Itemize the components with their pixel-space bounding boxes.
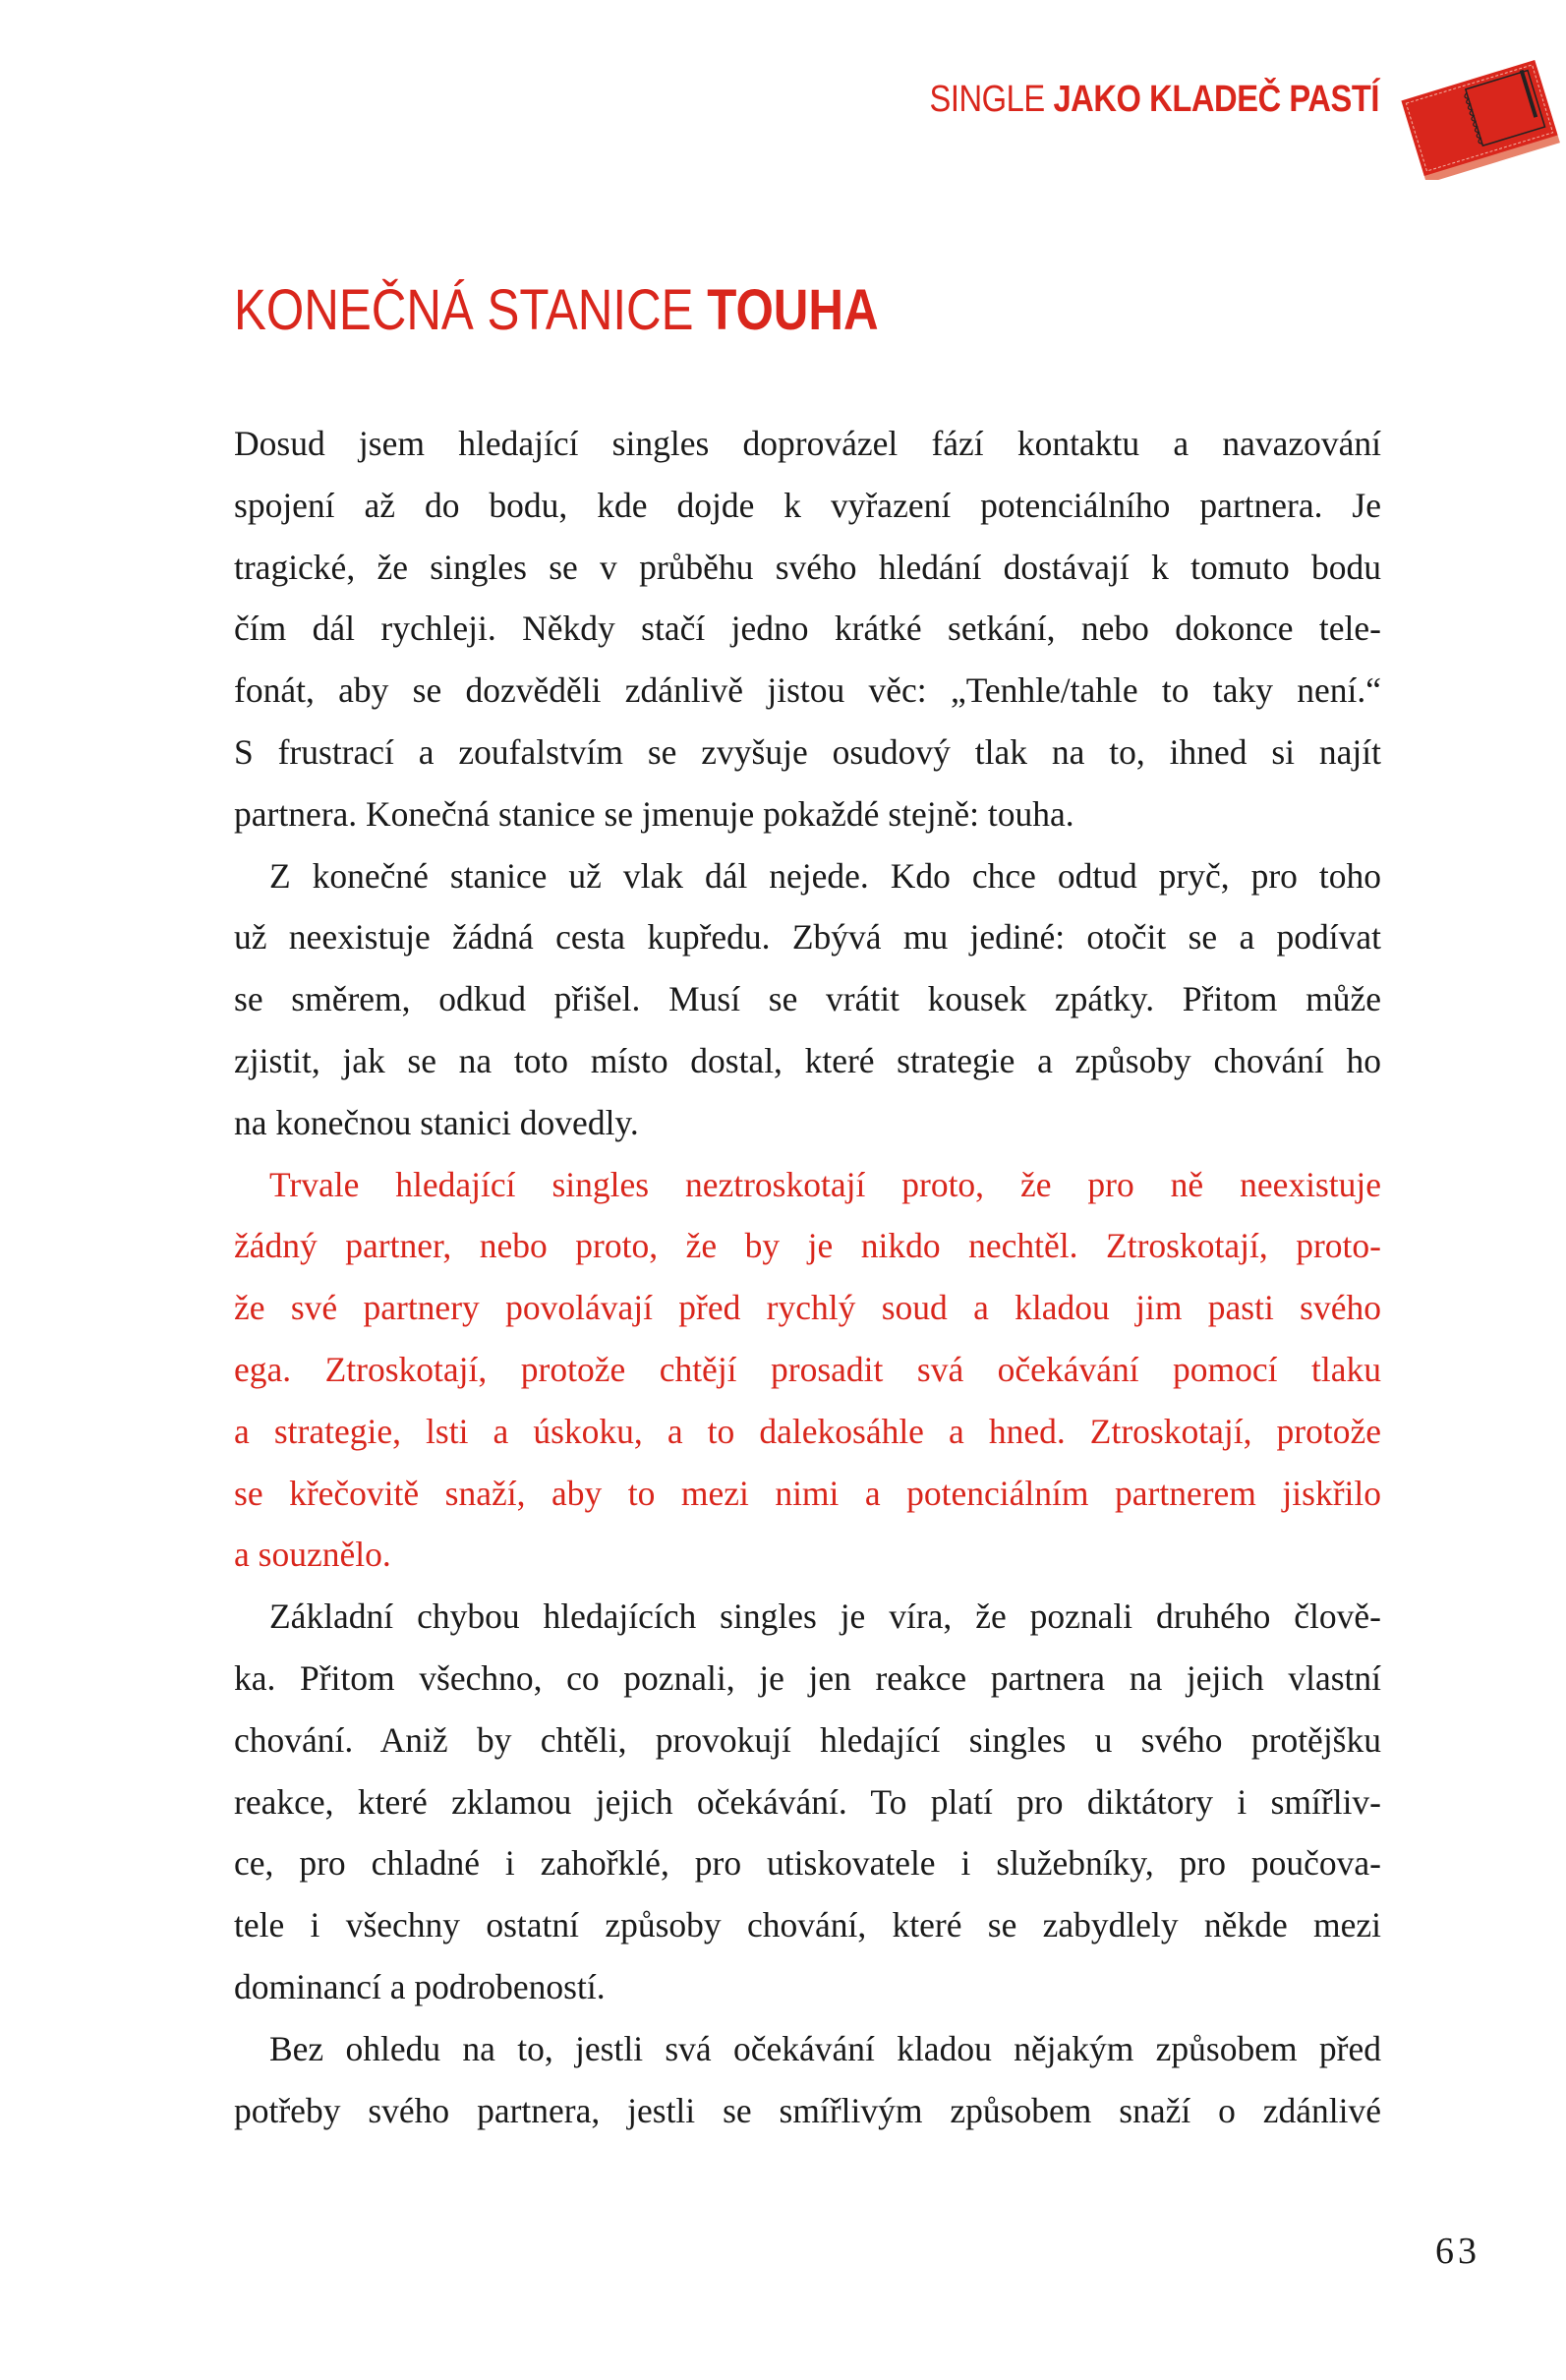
text-line: chování. Aniž by chtěli, provokují hledající singles u svého protějšku xyxy=(234,1719,1381,1760)
text-line: ka. Přitom všechno, co poznali, je jen reakce partnera na jejich vlastní xyxy=(234,1657,1381,1698)
paragraph xyxy=(234,413,1381,845)
text-line: a strategie, lsti a úskoku, a to dalekosáhle a hned. Ztroskotají, protože xyxy=(234,1411,1381,1451)
text-line: ega. Ztroskotají, protože chtějí prosadit svá očekávání pomocí tlaku xyxy=(234,1349,1381,1389)
paragraph xyxy=(234,1586,1381,2018)
text-line: se směrem, odkud přišel. Musí se vrátit kousek zpátky. Přitom může xyxy=(234,979,1381,1019)
text-line: tele i všechny ostatní způsoby chování, které se zabydlely někde mezi xyxy=(234,1905,1381,1945)
text-line: už neexistuje žádná cesta kupředu. Zbývá mu jediné: otočit se a podívat xyxy=(234,917,1381,958)
paragraph xyxy=(234,845,1381,1154)
title-bold: TOUHA xyxy=(707,278,879,342)
text-line: spojení až do bodu, kde dojde k vyřazení potenciálního partnera. Je xyxy=(234,485,1381,525)
text-line: se křečovitě snaží, aby to mezi nimi a potenciálním partnerem jiskřilo xyxy=(234,1473,1381,1513)
text-line: a souznělo. xyxy=(234,1535,391,1575)
text-line: S frustrací a zoufalstvím se zvyšuje osudový tlak na to, ihned si najít xyxy=(234,731,1381,772)
text-line: fonát, aby se dozvěděli zdánlivě jistou věc: „Tenhle/tahle to taky není.“ xyxy=(234,670,1381,711)
title-light: KONEČNÁ STANICE xyxy=(234,278,694,342)
text-line: čím dál rychleji. Někdy stačí jedno krátké setkání, nebo dokonce tele- xyxy=(234,609,1381,649)
text-line: ce, pro chladné i zahořklé, pro utiskovatele i služebníky, pro poučova- xyxy=(234,1843,1381,1884)
text-line: potřeby svého partnera, jestli se smířlivým způsobem snaží o zdánlivé xyxy=(234,2090,1381,2130)
text-line: Bez ohledu na to, jestli svá očekávání kladou nějakým způsobem před xyxy=(269,2028,1381,2068)
text-line: partnera. Konečná stanice se jmenuje pokaždé stejně: touha. xyxy=(234,793,1074,834)
paragraph xyxy=(234,2018,1381,2142)
text-line: reakce, které zklamou jejich očekávání. To platí pro diktátory i smířliv- xyxy=(234,1781,1381,1822)
running-head-bold: JAKO KLADEČ PASTÍ xyxy=(1053,79,1379,120)
notebook-icon xyxy=(1396,57,1563,180)
page-number: 63 xyxy=(1435,2231,1480,2272)
text-line: Dosud jsem hledající singles doprovázel fází kontaktu a navazování xyxy=(234,424,1381,463)
text-line: Trvale hledající singles neztroskotají proto, že pro ně neexistuje xyxy=(269,1164,1381,1204)
body-text xyxy=(234,413,1381,2141)
running-head-light: SINGLE xyxy=(929,79,1045,120)
running-head xyxy=(929,79,1379,121)
highlighted-paragraph xyxy=(234,1154,1381,1587)
text-line: Základní chybou hledajících singles je víra, že poznali druhého člově- xyxy=(269,1596,1381,1637)
text-line: žádný partner, nebo proto, že by je nikdo nechtěl. Ztroskotají, proto- xyxy=(234,1226,1381,1266)
text-line: na konečnou stanici dovedly. xyxy=(234,1102,639,1142)
text-line: dominancí a podrobeností. xyxy=(234,1966,606,2006)
text-line: tragické, že singles se v průběhu svého hledání dostávají k tomuto bodu xyxy=(234,547,1381,587)
text-line: že své partnery povolávají před rychlý soud a kladou jim pasti svého xyxy=(234,1288,1381,1328)
text-line: Z konečné stanice už vlak dál nejede. Kdo chce odtud pryč, pro toho xyxy=(269,855,1381,896)
page-title xyxy=(234,277,879,343)
text-line: zjistit, jak se na toto místo dostal, které strategie a způsoby chování ho xyxy=(234,1040,1381,1080)
